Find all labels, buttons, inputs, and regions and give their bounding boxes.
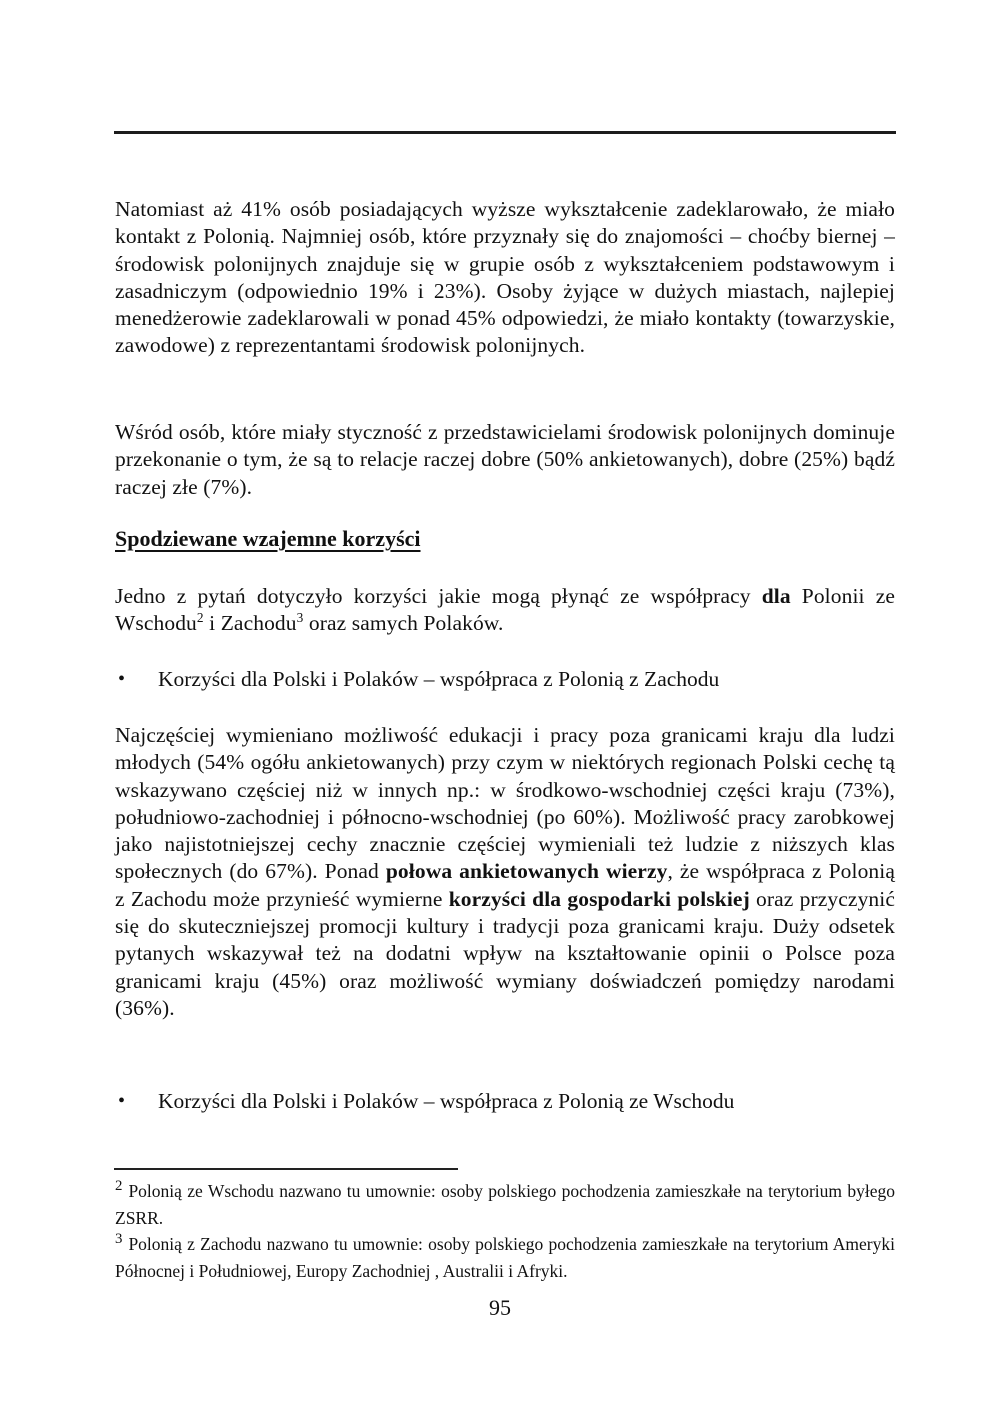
footnote-3 <box>115 1231 895 1284</box>
footnote-marker: 2 <box>115 1178 123 1195</box>
footnote-marker: 3 <box>115 1231 123 1248</box>
bullet-label: Korzyści dla Polski i Polaków – współpraca z Polonią ze Wschodu <box>158 1089 735 1113</box>
paragraph-benefits-west: Najczęściej wymieniano możliwość edukacji i pracy poza granicami kraju dla ludzi młodych (54% ogółu ankietowanych) przy czym w niektórych regionach Polski cechę tą wskazywano częściej niż w innych np.: w środkowo-wschodniej części kraju (73%), południowo-zachodniej i północno-wschodniej (po 60%). Możliwość pracy zarobkowej jako najistotniejszej cechy znacznie częściej wymieniali też ludzie z niższych klas społecznych (do 67%). Ponad połowa ankietowanych wierzy, że współpraca z Polonią z Zachodu może przynieść wymierne korzyści dla gospodarki polskiej oraz przyczynić się do skuteczniejszej promocji kultury i tradycji poza granicami kraju. Duży odsetek pytanych wskazywał też na dodatni wpływ na kształtowanie opinii o Polsce poza granicami kraju (45%) oraz możliwość wymiany doświadczeń pomiędzy narodami (36%). <box>115 723 895 1020</box>
page-number: 95 <box>489 1295 511 1320</box>
section-heading: Spodziewane wzajemne korzyści <box>115 526 421 551</box>
footnote-text: Polonią z Zachodu nazwano tu umownie: osoby polskiego pochodzenia zamieszkałe na terytorium Ameryki Północnej i Południowej, Europy Zachodniej , Australii i Afryki. <box>115 1234 895 1281</box>
header-rule <box>114 131 896 134</box>
footnote-2 <box>115 1178 895 1231</box>
footnote-text: Polonią ze Wschodu nazwano tu umownie: osoby polskiego pochodzenia zamieszkałe na terytorium byłego ZSRR. <box>115 1181 895 1228</box>
footnote-rule <box>114 1168 458 1170</box>
paragraph-relations: Wśród osób, które miały styczność z przedstawicielami środowisk polonijnych dominuje przekonanie o tym, że są to relacje raczej dobre (50% ankietowanych), dobre (25%) bądź raczej złe (7%). <box>115 420 895 499</box>
paragraph-contacts: Natomiast aż 41% osób posiadających wyższe wykształcenie zadeklarowało, że miało kontakt z Polonią. Najmniej osób, które przyznały się do znajomości – choćby biernej – środowisk polonijnych znajduje się w grupie osób z wykształceniem podstawowym i zasadniczym (odpowiednio 19% i 23%). Osoby żyjące w dużych miastach, najlepiej menedżerowie zadeklarowali w ponad 45% odpowiedzi, że miało kontakty (towarzyskie, zawodowe) z reprezentantami środowisk polonijnych. <box>115 197 895 358</box>
bullet-item-east <box>118 1088 898 1115</box>
bullet-icon: • <box>118 1090 126 1112</box>
bullet-label: Korzyści dla Polski i Polaków – współpraca z Polonią z Zachodu <box>158 667 720 691</box>
paragraph-question: Jedno z pytań dotyczyło korzyści jakie mogą płynąć ze współpracy dla Polonii ze Wschodu$^2$ i Zachodu$^3$ oraz samych Polaków. <box>115 584 895 636</box>
bullet-icon: • <box>118 668 126 690</box>
bullet-item-west <box>118 666 898 693</box>
footnotes-section <box>115 1178 895 1284</box>
